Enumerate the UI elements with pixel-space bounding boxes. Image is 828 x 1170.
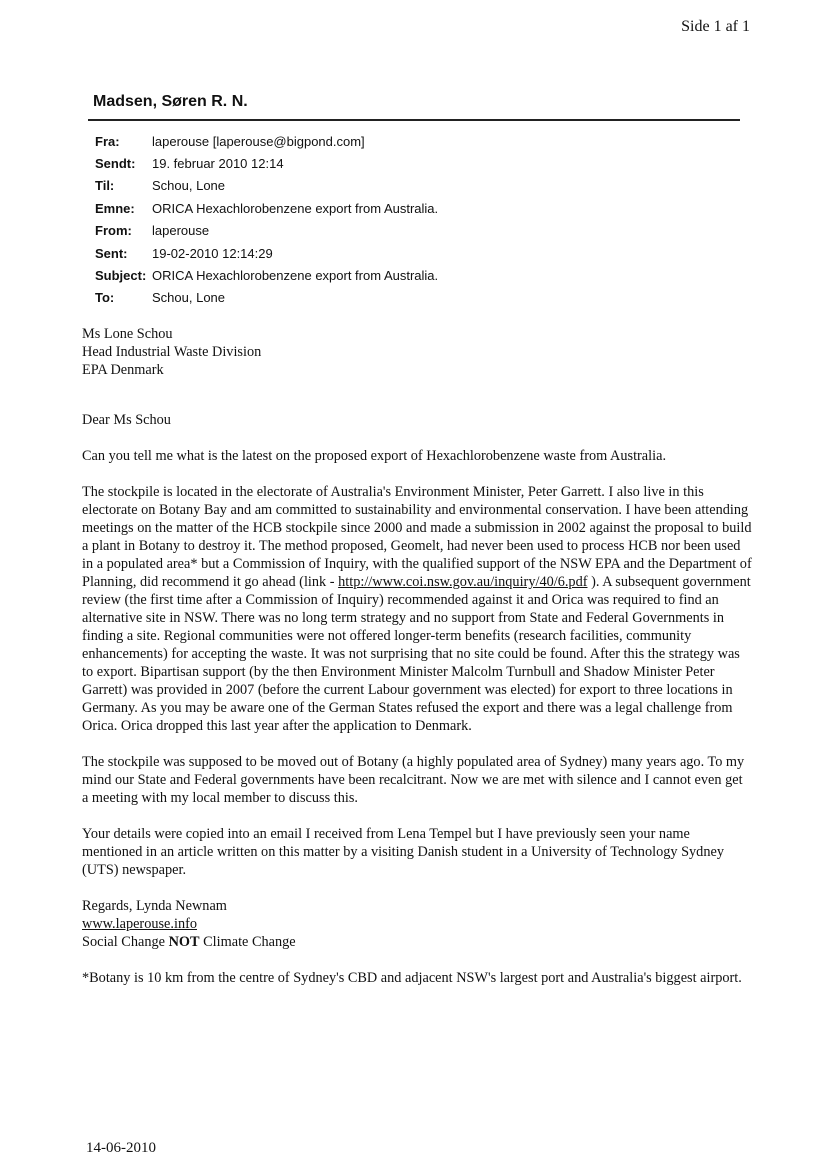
header-label: Fra: <box>95 133 120 149</box>
tagline-emphasis: NOT <box>168 934 200 950</box>
paragraph-2 <box>82 483 752 735</box>
header-divider <box>88 119 740 121</box>
recipient-address <box>82 325 752 379</box>
header-value: Schou, Lone <box>152 290 226 306</box>
footnote: *Botany is 10 km from the centre of Sydney's CBD and adjacent NSW's largest port and Australia's biggest airport. <box>82 970 742 986</box>
signature <box>82 897 752 951</box>
email-headers <box>95 130 438 309</box>
signature-regards: Regards, Lynda Newnam <box>82 898 227 914</box>
header-value: 19-02-2010 12:14:29 <box>152 245 273 261</box>
sender-name: Madsen, Søren R. N. <box>93 93 248 110</box>
paragraph-4: Your details were copied into an email I received from Lena Tempel but I have previously seen your name mentioned in an article written on this matter by a visiting Danish student in a University of Technology Sydney (UTS) newspaper. <box>82 826 724 878</box>
signature-tagline <box>82 933 752 951</box>
header-value: ORICA Hexachlorobenzene export from Australia. <box>152 200 439 216</box>
header-value: laperouse <box>152 223 210 239</box>
header-label: Sendt: <box>95 156 136 172</box>
header-label: To: <box>95 290 115 306</box>
header-row-fra <box>95 130 438 152</box>
address-line: Ms Lone Schou <box>82 326 173 342</box>
page-number: Side 1 af 1 <box>681 18 750 35</box>
header-row-from <box>95 220 438 242</box>
salutation: Dear Ms Schou <box>82 412 171 428</box>
paragraph-2-text-cont: ). A subsequent government review (the first time after a Commission of Inquiry) recommended against it and Orica was required to find an alternative site in NSW. There was no long term strategy and no support from State and Federal Governments in finding a site. Regional communities were not offered longer-term benefits (research facilities, community enhancements) for accepting the waste. It was not surprising that no site could be found. After this the strategy was to export. Bipartisan support (by the then Environment Minister Malcolm Turnbull and Shadow Minister Peter Garrett) was provided in 2007 (before the current Labour government was elected) for export to three locations in Germany. As you may be aware one of the German States refused the export and there was a legal challenge from Orica. Orica dropped this last year after the application to Denmark. <box>82 574 751 734</box>
paragraph-2-text: The stockpile is located in the electorate of Australia's Environment Minister, Peter Garrett. I also live in this electorate on Botany Bay and am committed to sustainability and environmental conservation. I have been attending meetings on the matter of the HCB stockpile since 2000 and made a submission in 2002 against the proposal to build a plant in Botany to destroy it. The method proposed, Geomelt, had never been used to process HCB nor been used in a populated area* but a Commission of Inquiry, with the qualified support of the NSW EPA and the Department of Planning, did recommend it go ahead (link - <box>82 484 752 590</box>
paragraph-3: The stockpile was supposed to be moved out of Botany (a highly populated area of Sydney) many years ago. To my mind our State and Federal governments have been recalcitrant. Now we are met with silence and I cannot even get a meeting with my local member to discuss this. <box>82 754 745 806</box>
tagline-end: Climate Change <box>199 934 296 950</box>
header-value: Schou, Lone <box>152 178 226 194</box>
address-line: EPA Denmark <box>82 362 164 378</box>
header-row-sent <box>95 242 438 264</box>
header-row-til <box>95 175 438 197</box>
header-label: Subject: <box>95 268 147 284</box>
header-label: From: <box>95 223 132 239</box>
paragraph-1: Can you tell me what is the latest on the proposed export of Hexachlorobenzene waste from Australia. <box>82 448 667 464</box>
header-label: Emne: <box>95 200 135 216</box>
header-value: laperouse [laperouse@bigpond.com] <box>152 133 365 149</box>
website-link[interactable]: www.laperouse.info <box>82 916 198 932</box>
header-row-subject <box>95 264 438 286</box>
header-label: Til: <box>95 178 115 194</box>
header-label: Sent: <box>95 245 128 261</box>
inquiry-link[interactable]: http://www.coi.nsw.gov.au/inquiry/40/6.pdf <box>338 574 588 590</box>
header-value: 19. februar 2010 12:14 <box>152 156 284 172</box>
letter-body <box>82 325 752 1005</box>
address-line: Head Industrial Waste Division <box>82 344 262 360</box>
header-row-to <box>95 287 438 309</box>
tagline-start: Social Change <box>82 934 169 950</box>
header-row-emne <box>95 197 438 219</box>
header-value: ORICA Hexachlorobenzene export from Australia. <box>152 268 439 284</box>
footer-date: 14-06-2010 <box>86 1140 156 1156</box>
header-row-sendt <box>95 152 438 174</box>
